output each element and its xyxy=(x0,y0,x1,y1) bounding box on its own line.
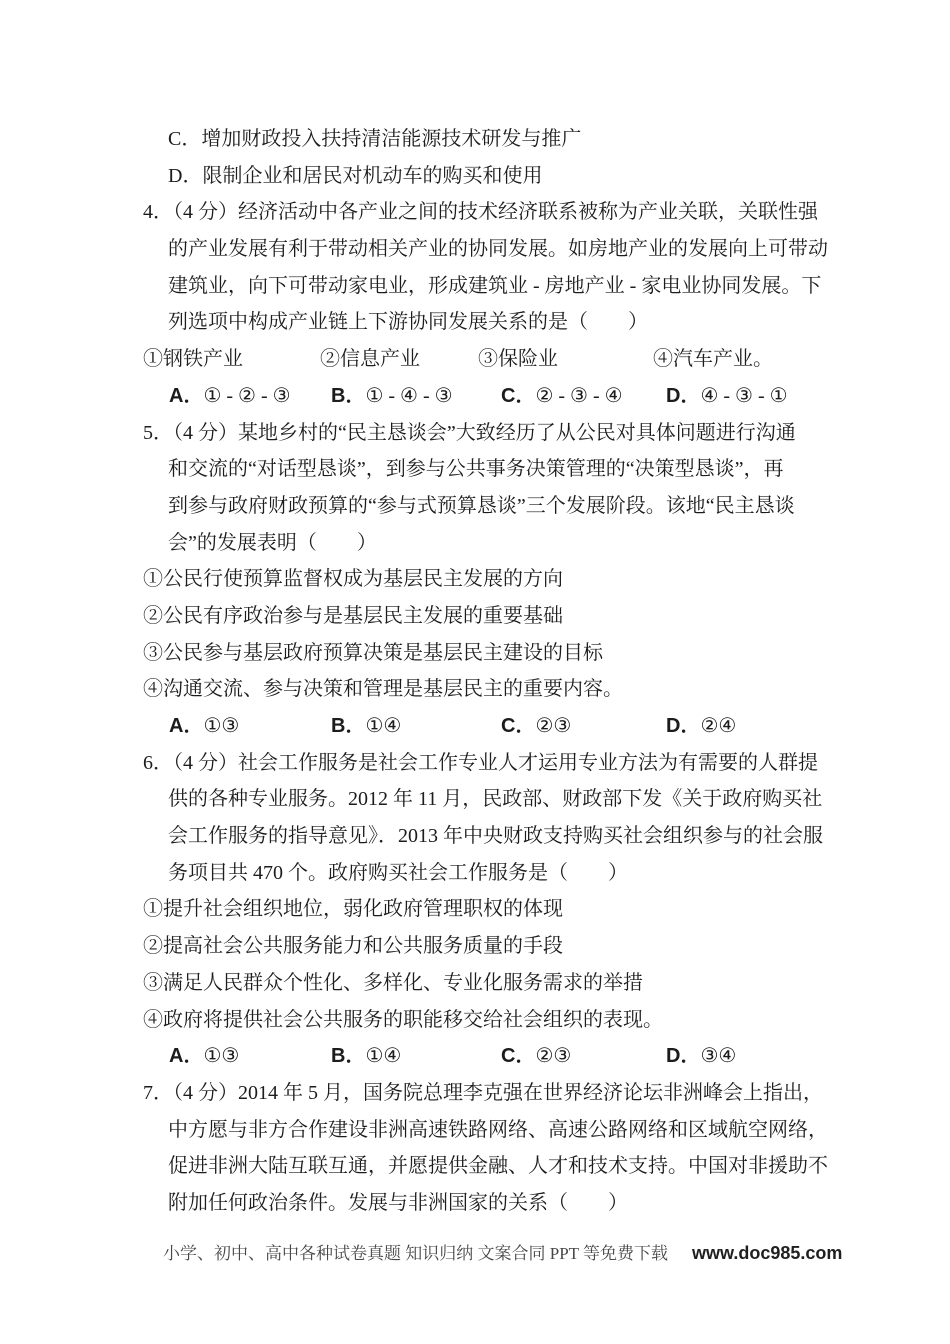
choice-label: D． xyxy=(666,384,701,407)
question-6-first-line: 6．（4 分）社会工作服务是社会工作专业人才运用专业方法为有需要的人群提 xyxy=(143,751,818,774)
choice-A xyxy=(169,708,239,745)
option-line-D: D．限制企业和居民对机动车的购买和使用 xyxy=(168,164,543,187)
question-text-line: 列选项中构成产业链上下游协同发展关系的是（ ） xyxy=(168,311,648,334)
choice-label: D． xyxy=(666,715,701,737)
choice-label: B． xyxy=(331,1045,366,1068)
choice-value: ① - ② - ③ xyxy=(203,384,291,407)
choice-label: C． xyxy=(501,1045,536,1068)
numbered-item-line: ①公民行使预算监督权成为基层民主发展的方向 xyxy=(143,568,563,591)
inline-option: ①钢铁产业 xyxy=(143,348,243,371)
question-text-line: 建筑业，向下可带动家电业，形成建筑业 - 房地产业 - 家电业协同发展。下 xyxy=(168,274,822,297)
question-text-line: 的产业发展有利于带动相关产业的协同发展。如房地产业的发展向上可带动 xyxy=(168,238,828,261)
answer-choices-row xyxy=(143,708,843,745)
question-text-line: 到参与政府财政预算的“参与式预算恳谈”三个发展阶段。该地“民主恳谈 xyxy=(168,494,795,517)
choice-value: ④ - ③ - ① xyxy=(700,384,788,407)
choice-value: ①④ xyxy=(365,715,402,737)
question-text-line: 供的各种专业服务。2012 年 11 月，民政部、财政部下发《关于政府购买社 xyxy=(168,788,823,811)
inline-options-row xyxy=(143,341,843,378)
choice-label: A． xyxy=(169,384,204,407)
question-5-first-line: 5．（4 分）某地乡村的“民主恳谈会”大致经历了从公民对具体问题进行沟通 xyxy=(143,421,796,444)
choice-D xyxy=(666,1038,736,1075)
inline-option: ④汽车产业。 xyxy=(653,348,773,371)
choice-label: C． xyxy=(501,384,536,407)
choice-value: ② - ③ - ④ xyxy=(535,384,623,407)
answer-choices-row xyxy=(143,378,843,415)
question-text-line: 附加任何政治条件。发展与非洲国家的关系（ ） xyxy=(168,1191,628,1214)
choice-A xyxy=(169,1038,239,1075)
question-text-line: 会”的发展表明（ ） xyxy=(168,531,377,554)
choice-value: ③④ xyxy=(700,1045,737,1068)
numbered-item-line: ②公民有序政治参与是基层民主发展的重要基础 xyxy=(143,604,563,627)
question-text-line: 务项目共 470 个。政府购买社会工作服务是（ ） xyxy=(168,861,628,884)
choice-B xyxy=(331,1038,401,1075)
footer-site-link[interactable]: www.doc985.com xyxy=(692,1243,843,1263)
numbered-item-line: ①提升社会组织地位，弱化政府管理职权的体现 xyxy=(143,898,563,921)
question-text-line: 会工作服务的指导意见》．2013 年中央财政支持购买社会组织参与的社会服 xyxy=(168,825,823,848)
question-text-line: 中方愿与非方合作建设非洲高速铁路网络、高速公路网络和区域航空网络， xyxy=(168,1118,828,1141)
choice-label: B． xyxy=(331,384,366,407)
numbered-item-line: ③公民参与基层政府预算决策是基层民主建设的目标 xyxy=(143,641,603,664)
answer-choices-row xyxy=(143,1038,843,1075)
choice-value: ①③ xyxy=(203,1045,240,1068)
choice-C xyxy=(501,1038,571,1075)
question-text-line: 和交流的“对话型恳谈”，到参与公共事务决策管理的“决策型恳谈”，再 xyxy=(168,458,784,481)
numbered-item-line: ②提高社会公共服务能力和公共服务质量的手段 xyxy=(143,935,563,958)
question-4-first-line: 4．（4 分）经济活动中各产业之间的技术经济联系被称为产业关联，关联性强 xyxy=(143,201,818,224)
choice-value: ①④ xyxy=(365,1045,402,1068)
choice-value: ②③ xyxy=(535,715,572,737)
document-content xyxy=(143,121,843,1222)
choice-D xyxy=(666,708,736,745)
choice-C xyxy=(501,708,571,745)
choice-value: ① - ④ - ③ xyxy=(365,384,453,407)
option-line-C: C．增加财政投入扶持清洁能源技术研发与推广 xyxy=(168,128,582,150)
choice-value: ②④ xyxy=(700,715,737,737)
numbered-item-line: ④沟通交流、参与决策和管理是基层民主的重要内容。 xyxy=(143,678,623,701)
choice-A xyxy=(169,378,291,415)
numbered-item-line: ④政府将提供社会公共服务的职能移交给社会组织的表现。 xyxy=(143,1008,663,1031)
choice-value: ①③ xyxy=(203,715,240,737)
question-7-first-line: 7．（4 分）2014 年 5 月，国务院总理李克强在世界经济论坛非洲峰会上指出， xyxy=(143,1081,823,1104)
choice-label: A． xyxy=(169,715,204,737)
choice-B xyxy=(331,708,401,745)
choice-D xyxy=(666,378,788,415)
choice-label: D． xyxy=(666,1045,701,1068)
question-text-line: 促进非洲大陆互联互通，并愿提供金融、人才和技术支持。中国对非援助不 xyxy=(168,1155,828,1178)
footer-description: 小学、初中、高中各种试卷真题 知识归纳 文案合同 PPT 等免费下载 xyxy=(163,1244,668,1263)
numbered-item-line: ③满足人民群众个性化、多样化、专业化服务需求的举措 xyxy=(143,971,643,994)
choice-C xyxy=(501,378,623,415)
inline-option: ③保险业 xyxy=(478,348,558,371)
choice-value: ②③ xyxy=(535,1045,572,1068)
choice-label: C． xyxy=(501,715,536,737)
page-footer xyxy=(163,1241,842,1265)
choice-label: B． xyxy=(331,715,366,737)
inline-option: ②信息产业 xyxy=(320,348,420,371)
choice-B xyxy=(331,378,453,415)
choice-label: A． xyxy=(169,1045,204,1068)
